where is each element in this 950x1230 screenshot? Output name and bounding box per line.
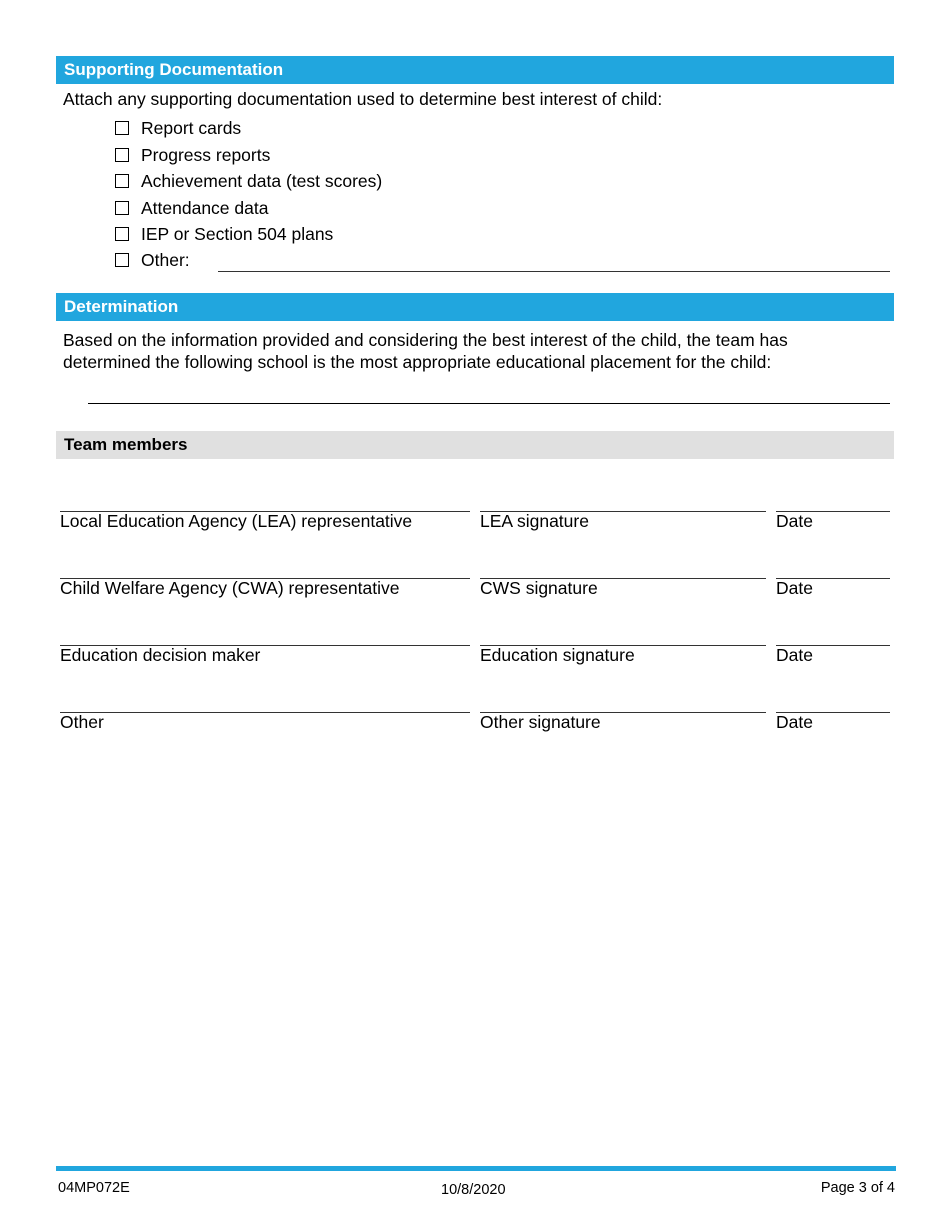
checkbox-row-report-cards[interactable] xyxy=(115,117,241,139)
progress-reports-checkbox[interactable] xyxy=(115,148,129,162)
checkbox-label: Report cards xyxy=(141,117,242,138)
other-input-line[interactable] xyxy=(218,271,890,272)
section-title: Supporting Documentation xyxy=(64,60,284,79)
checkbox-row-progress-reports[interactable] xyxy=(115,144,270,166)
checkbox-row-attendance-data[interactable] xyxy=(115,197,268,219)
supporting-documentation-header xyxy=(56,56,894,84)
iep-504-checkbox[interactable] xyxy=(115,227,129,241)
page-number: Page 3 of 4 xyxy=(820,1180,895,1196)
other-checkbox[interactable] xyxy=(115,253,129,267)
determination-header xyxy=(56,293,894,321)
education-decision-maker-label: Education decision maker xyxy=(60,645,261,665)
lea-signature-label: LEA signature xyxy=(480,511,589,531)
report-cards-checkbox[interactable] xyxy=(115,121,129,135)
cwa-date-label: Date xyxy=(776,578,813,598)
other-signature-label: Other signature xyxy=(480,712,601,732)
checkbox-row-achievement-data[interactable] xyxy=(115,170,382,192)
checkbox-row-other[interactable] xyxy=(115,249,190,271)
footer-date: 10/8/2020 xyxy=(441,1182,506,1198)
checkbox-label: Achievement data (test scores) xyxy=(141,170,383,191)
school-placement-input-line[interactable] xyxy=(88,403,890,404)
supporting-intro: Attach any supporting documentation used to determine best interest of child: xyxy=(63,89,663,109)
achievement-data-checkbox[interactable] xyxy=(115,174,129,188)
determination-text-line2: determined the following school is the most appropriate educational placement for the child: xyxy=(63,352,772,372)
checkbox-row-iep-504[interactable] xyxy=(115,223,333,245)
lea-date-label: Date xyxy=(776,511,813,531)
checkbox-label: Attendance data xyxy=(141,197,269,218)
education-date-label: Date xyxy=(776,645,813,665)
education-signature-label: Education signature xyxy=(480,645,635,665)
other-date-label: Date xyxy=(776,712,813,732)
checkbox-label: Progress reports xyxy=(141,144,271,165)
form-id: 04MP072E xyxy=(58,1180,130,1196)
other-member-label: Other xyxy=(60,712,104,732)
team-members-header xyxy=(56,431,894,459)
cws-signature-label: CWS signature xyxy=(480,578,598,598)
attendance-data-checkbox[interactable] xyxy=(115,201,129,215)
checkbox-label: IEP or Section 504 plans xyxy=(141,223,334,244)
lea-representative-label: Local Education Agency (LEA) representative xyxy=(60,511,413,531)
section-title: Determination xyxy=(64,297,179,316)
cwa-representative-label: Child Welfare Agency (CWA) representative xyxy=(60,578,400,598)
section-title: Team members xyxy=(64,435,188,454)
determination-text-line1: Based on the information provided and considering the best interest of the child, the team has xyxy=(63,330,788,350)
footer-rule xyxy=(56,1166,896,1171)
checkbox-label: Other: xyxy=(141,249,190,270)
other-member-line[interactable] xyxy=(60,712,470,713)
